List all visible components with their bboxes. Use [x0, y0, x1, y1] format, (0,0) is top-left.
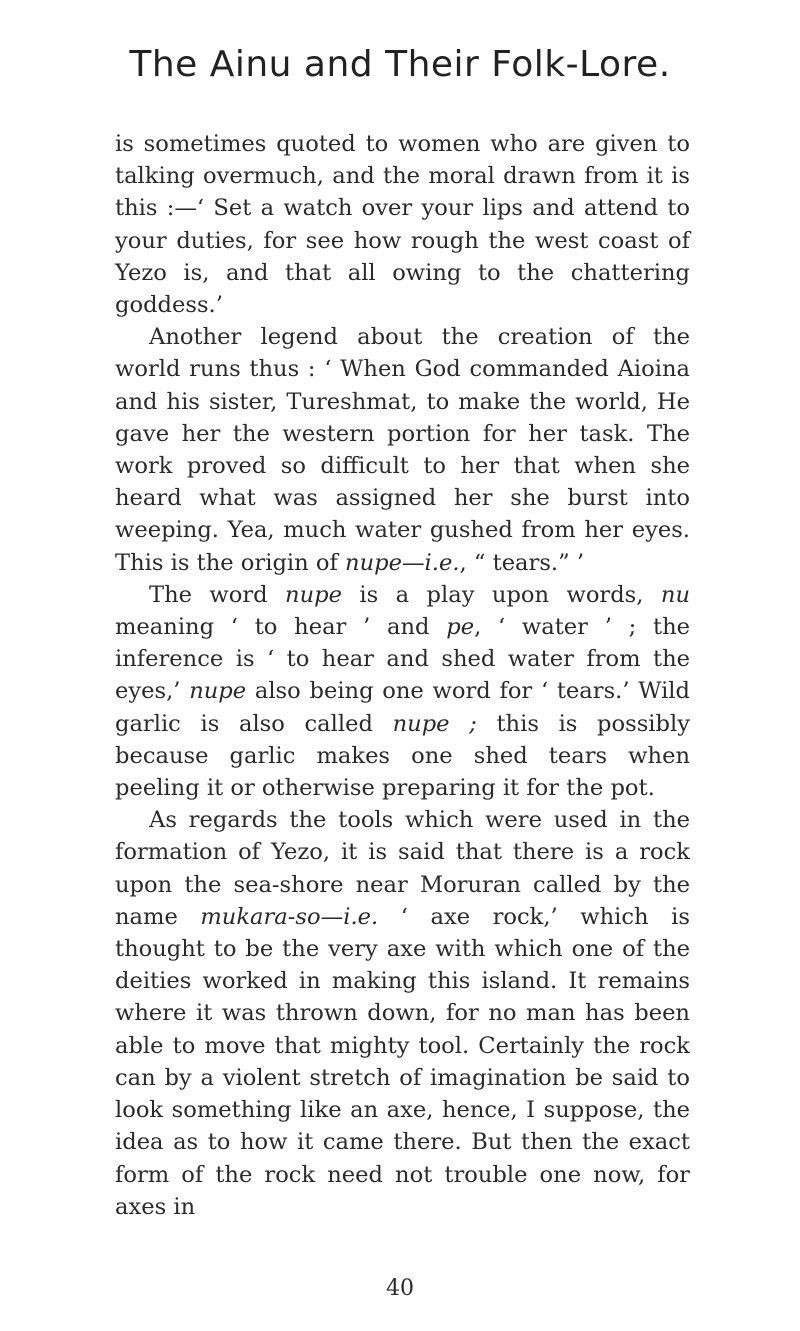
text-segment: this is possibly because garlic makes one shed tears when peeling it or otherwise preparing it for the pot.	[115, 710, 690, 802]
paragraph-continuation: is sometimes quoted to women who are given to talking overmuch, and the moral drawn from it is this :—‘ Set a watch over your lips and attend to your duties, for see how rough the west coast of Yezo is, and that all owing to the chattering goddess.’	[115, 131, 690, 319]
text-segment: also being one word for ‘ tears.’ Wild garlic is also called	[115, 678, 690, 737]
text-segment: meaning ‘ to hear ’ and	[115, 614, 447, 641]
abbreviation-ie: i.e.	[343, 903, 379, 930]
ainu-term-nu: nu	[660, 581, 690, 608]
ainu-term-nupe: nupe	[345, 549, 402, 576]
text-segment: ‘ axe rock,’ which is thought to be the very axe with which one of the deities worked in making this island. It remains where it was thrown down, for no man has been able to move that mighty tool. Certainly the rock can by a violent stretch of imagination be said to look something like an axe, hence, I suppose, the idea as to how it came there. But then the exact form of the rock need not trouble one now, for axes in	[115, 903, 690, 1220]
body-text	[115, 128, 690, 1223]
text-segment: As regards the tools which were used in the formation of Yezo, it is said that there is a rock upon the sea-shore near Moruran called by the name	[115, 807, 690, 930]
text-segment: —	[320, 903, 344, 930]
paragraph-axe-rock	[115, 804, 690, 1223]
text-segment: —	[401, 549, 425, 576]
ainu-term-pe: pe	[446, 614, 475, 641]
text-segment: , “ tears.” ’	[459, 549, 585, 576]
ainu-term-nupe: nupe ;	[392, 710, 477, 737]
ainu-term-mukara-so: mukara-so	[200, 903, 321, 930]
text-segment: is a play upon words,	[341, 581, 661, 608]
text-segment: Another legend about the creation of the world runs thus : ‘ When God commanded Aioina and his sister, Tureshmat, to make the world, He gave her the western portion for her task. The work proved so difficult to her that when she heard what was assigned her she burst into weeping. Yea, much water gushed from her eyes. This is the origin of	[115, 324, 690, 576]
ainu-term-nupe: nupe	[285, 581, 342, 608]
paragraph-creation-legend	[115, 321, 690, 579]
text-segment: , ‘ water ’ ; the inference is ‘ to hear and shed water from the eyes,’	[115, 614, 690, 705]
text-segment: The word	[149, 581, 286, 608]
running-title: The Ainu and Their Folk-Lore.	[129, 44, 671, 85]
paragraph-word-nupe	[115, 579, 690, 804]
ainu-term-nupe: nupe	[189, 678, 247, 705]
page-number: 40	[386, 1276, 414, 1301]
abbreviation-ie: i.e.	[424, 549, 460, 576]
